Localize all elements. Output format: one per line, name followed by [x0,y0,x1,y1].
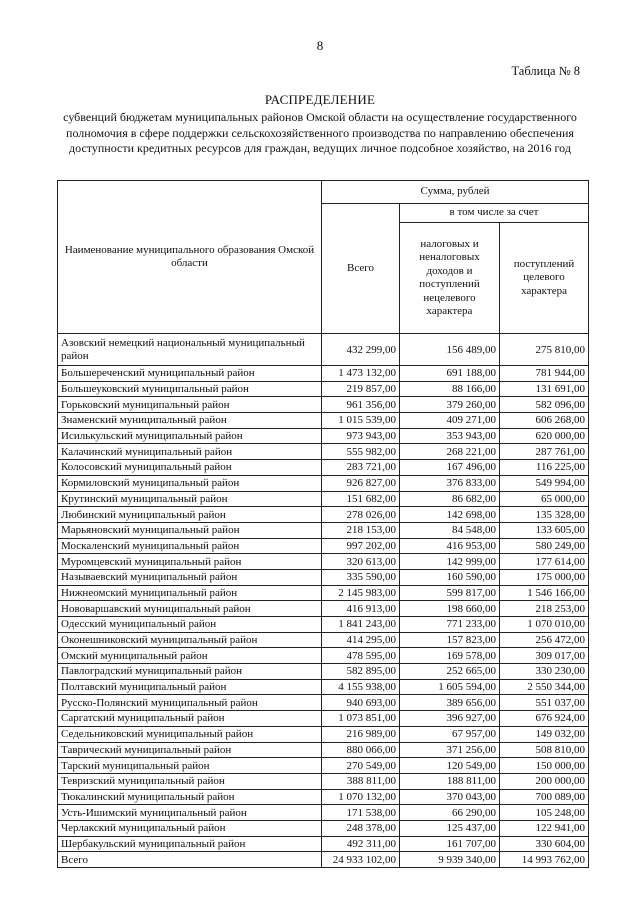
targeted-revenue-cell: 175 000,00 [500,569,589,585]
table-row [58,334,589,366]
table-row [58,789,589,805]
total-cell: 216 989,00 [322,726,400,742]
targeted-revenue-cell: 700 089,00 [500,789,589,805]
total-cell: 940 693,00 [322,695,400,711]
district-name-cell: Азовский немецкий национальный муниципальный район [58,334,322,366]
tax-revenue-cell: 142 698,00 [400,507,500,523]
targeted-revenue-cell: 781 944,00 [500,366,589,382]
targeted-revenue-cell: 116 225,00 [500,460,589,476]
tax-revenue-cell: 376 833,00 [400,475,500,491]
total-cell: 973 943,00 [322,428,400,444]
total-cell: 555 982,00 [322,444,400,460]
targeted-revenue-cell: 150 000,00 [500,758,589,774]
header-including: в том числе за счет [400,204,589,223]
district-name-cell: Усть-Ишимский муниципальный район [58,805,322,821]
document-subtitle: субвенций бюджетам муниципальных районов Омской области на осуществление государственного полномочия в сфере поддержки сельскохозяйственного производства по направлению обеспечения доступности кредитных ресурсов для граждан, ведущих личное подсобное хозяйство, на 2016 год [63,110,577,155]
targeted-revenue-cell: 133 605,00 [500,522,589,538]
total-cell: 335 590,00 [322,569,400,585]
targeted-revenue-cell: 177 614,00 [500,554,589,570]
targeted-revenue-cell: 14 993 762,00 [500,852,589,868]
tax-revenue-cell: 198 660,00 [400,601,500,617]
targeted-revenue-cell: 65 000,00 [500,491,589,507]
district-name-cell: Большереченский муниципальный район [58,366,322,382]
targeted-revenue-cell: 135 328,00 [500,507,589,523]
targeted-revenue-cell: 200 000,00 [500,773,589,789]
tax-revenue-cell: 160 590,00 [400,569,500,585]
district-name-cell: Тюкалинский муниципальный район [58,789,322,805]
table-row [58,758,589,774]
total-cell: 270 549,00 [322,758,400,774]
tax-revenue-cell: 84 548,00 [400,522,500,538]
targeted-revenue-cell: 149 032,00 [500,726,589,742]
tax-revenue-cell: 396 927,00 [400,711,500,727]
district-name-cell: Колосовский муниципальный район [58,460,322,476]
total-cell: 171 538,00 [322,805,400,821]
total-cell: 416 913,00 [322,601,400,617]
district-name-cell: Одесский муниципальный район [58,617,322,633]
table-row [58,773,589,789]
targeted-revenue-cell: 580 249,00 [500,538,589,554]
total-cell: 4 155 938,00 [322,679,400,695]
tax-revenue-cell: 66 290,00 [400,805,500,821]
targeted-revenue-cell: 1 546 166,00 [500,585,589,601]
tax-revenue-cell: 188 811,00 [400,773,500,789]
district-name-cell: Кормиловский муниципальный район [58,475,322,491]
tax-revenue-cell: 156 489,00 [400,334,500,366]
district-name-cell: Саргатский муниципальный район [58,711,322,727]
district-name-cell: Москаленский муниципальный район [58,538,322,554]
total-cell: 414 295,00 [322,632,400,648]
total-cell: 219 857,00 [322,381,400,397]
tax-revenue-cell: 67 957,00 [400,726,500,742]
district-name-cell: Нижнеомский муниципальный район [58,585,322,601]
document-title: РАСПРЕДЕЛЕНИЕ [264,92,376,107]
district-name-cell: Оконешниковский муниципальный район [58,632,322,648]
tax-revenue-cell: 370 043,00 [400,789,500,805]
district-name-cell: Исилькульский муниципальный район [58,428,322,444]
header-sum: Сумма, рублей [322,181,589,204]
total-cell: 388 811,00 [322,773,400,789]
total-cell: 278 026,00 [322,507,400,523]
table-row [58,507,589,523]
table-row [58,648,589,664]
total-cell: 432 299,00 [322,334,400,366]
table-row [58,428,589,444]
total-cell: 320 613,00 [322,554,400,570]
tax-revenue-cell: 120 549,00 [400,758,500,774]
tax-revenue-cell: 409 271,00 [400,413,500,429]
table-row [58,475,589,491]
table-row [58,569,589,585]
district-name-cell: Любинский муниципальный район [58,507,322,523]
table-row [58,601,589,617]
table-row [58,491,589,507]
table-row [58,397,589,413]
table-body [58,334,589,868]
total-cell: 218 153,00 [322,522,400,538]
district-name-cell: Всего [58,852,322,868]
table-row [58,726,589,742]
table-row [58,679,589,695]
table-row [58,820,589,836]
district-name-cell: Большеуковский муниципальный район [58,381,322,397]
total-cell: 582 895,00 [322,664,400,680]
targeted-revenue-cell: 676 924,00 [500,711,589,727]
tax-revenue-cell: 1 605 594,00 [400,679,500,695]
targeted-revenue-cell: 218 253,00 [500,601,589,617]
tax-revenue-cell: 86 682,00 [400,491,500,507]
tax-revenue-cell: 167 496,00 [400,460,500,476]
table-row [58,538,589,554]
table-row [58,711,589,727]
district-name-cell: Черлакский муниципальный район [58,820,322,836]
table-row [58,554,589,570]
table-row [58,522,589,538]
table-row [58,742,589,758]
table-row [58,617,589,633]
header-target: поступлений целевого характера [500,223,589,334]
targeted-revenue-cell: 551 037,00 [500,695,589,711]
total-cell: 24 933 102,00 [322,852,400,868]
tax-revenue-cell: 142 999,00 [400,554,500,570]
tax-revenue-cell: 157 823,00 [400,632,500,648]
total-cell: 478 595,00 [322,648,400,664]
total-cell: 2 145 983,00 [322,585,400,601]
district-name-cell: Полтавский муниципальный район [58,679,322,695]
header-total: Всего [322,204,400,334]
tax-revenue-cell: 125 437,00 [400,820,500,836]
total-cell: 248 378,00 [322,820,400,836]
total-row [58,852,589,868]
targeted-revenue-cell: 131 691,00 [500,381,589,397]
district-name-cell: Нововаршавский муниципальный район [58,601,322,617]
tax-revenue-cell: 268 221,00 [400,444,500,460]
district-name-cell: Горьковский муниципальный район [58,397,322,413]
targeted-revenue-cell: 606 268,00 [500,413,589,429]
tax-revenue-cell: 691 188,00 [400,366,500,382]
table-row [58,444,589,460]
targeted-revenue-cell: 582 096,00 [500,397,589,413]
table-row [58,585,589,601]
table-row [58,695,589,711]
table-label: Таблица № 8 [511,64,580,78]
district-name-cell: Называевский муниципальный район [58,569,322,585]
targeted-revenue-cell: 105 248,00 [500,805,589,821]
targeted-revenue-cell: 330 604,00 [500,836,589,852]
total-cell: 283 721,00 [322,460,400,476]
tax-revenue-cell: 416 953,00 [400,538,500,554]
total-cell: 492 311,00 [322,836,400,852]
total-cell: 1 073 851,00 [322,711,400,727]
district-name-cell: Павлоградский муниципальный район [58,664,322,680]
targeted-revenue-cell: 122 941,00 [500,820,589,836]
tax-revenue-cell: 771 233,00 [400,617,500,633]
district-name-cell: Шербакульский муниципальный район [58,836,322,852]
district-name-cell: Тарский муниципальный район [58,758,322,774]
total-cell: 1 070 132,00 [322,789,400,805]
table-row [58,460,589,476]
total-cell: 926 827,00 [322,475,400,491]
district-name-cell: Тевризский муниципальный район [58,773,322,789]
table-row [58,836,589,852]
tax-revenue-cell: 169 578,00 [400,648,500,664]
table-row [58,805,589,821]
header-name: Наименование муниципального образования Омской области [58,181,322,334]
district-name-cell: Знаменский муниципальный район [58,413,322,429]
district-name-cell: Калачинский муниципальный район [58,444,322,460]
tax-revenue-cell: 252 665,00 [400,664,500,680]
total-cell: 151 682,00 [322,491,400,507]
table-row [58,366,589,382]
targeted-revenue-cell: 287 761,00 [500,444,589,460]
targeted-revenue-cell: 1 070 010,00 [500,617,589,633]
tax-revenue-cell: 9 939 340,00 [400,852,500,868]
table-header [58,181,589,334]
tax-revenue-cell: 161 707,00 [400,836,500,852]
targeted-revenue-cell: 549 994,00 [500,475,589,491]
total-cell: 1 841 243,00 [322,617,400,633]
total-cell: 1 473 132,00 [322,366,400,382]
district-name-cell: Таврический муниципальный район [58,742,322,758]
table-row [58,381,589,397]
tax-revenue-cell: 599 817,00 [400,585,500,601]
tax-revenue-cell: 389 656,00 [400,695,500,711]
district-name-cell: Омский муниципальный район [58,648,322,664]
district-name-cell: Муромцевский муниципальный район [58,554,322,570]
table-row [58,413,589,429]
district-name-cell: Русско-Полянский муниципальный район [58,695,322,711]
tax-revenue-cell: 379 260,00 [400,397,500,413]
table-row [58,664,589,680]
district-name-cell: Седельниковский муниципальный район [58,726,322,742]
targeted-revenue-cell: 330 230,00 [500,664,589,680]
targeted-revenue-cell: 275 810,00 [500,334,589,366]
header-tax: налоговых и неналоговых доходов и поступлений нецелевого характера [400,223,500,334]
total-cell: 1 015 539,00 [322,413,400,429]
total-cell: 961 356,00 [322,397,400,413]
distribution-table [57,180,589,868]
targeted-revenue-cell: 508 810,00 [500,742,589,758]
page-number: 8 [316,38,324,53]
tax-revenue-cell: 353 943,00 [400,428,500,444]
targeted-revenue-cell: 256 472,00 [500,632,589,648]
tax-revenue-cell: 371 256,00 [400,742,500,758]
table-row [58,632,589,648]
district-name-cell: Крутинский муниципальный район [58,491,322,507]
total-cell: 880 066,00 [322,742,400,758]
targeted-revenue-cell: 2 550 344,00 [500,679,589,695]
total-cell: 997 202,00 [322,538,400,554]
targeted-revenue-cell: 309 017,00 [500,648,589,664]
district-name-cell: Марьяновский муниципальный район [58,522,322,538]
tax-revenue-cell: 88 166,00 [400,381,500,397]
targeted-revenue-cell: 620 000,00 [500,428,589,444]
